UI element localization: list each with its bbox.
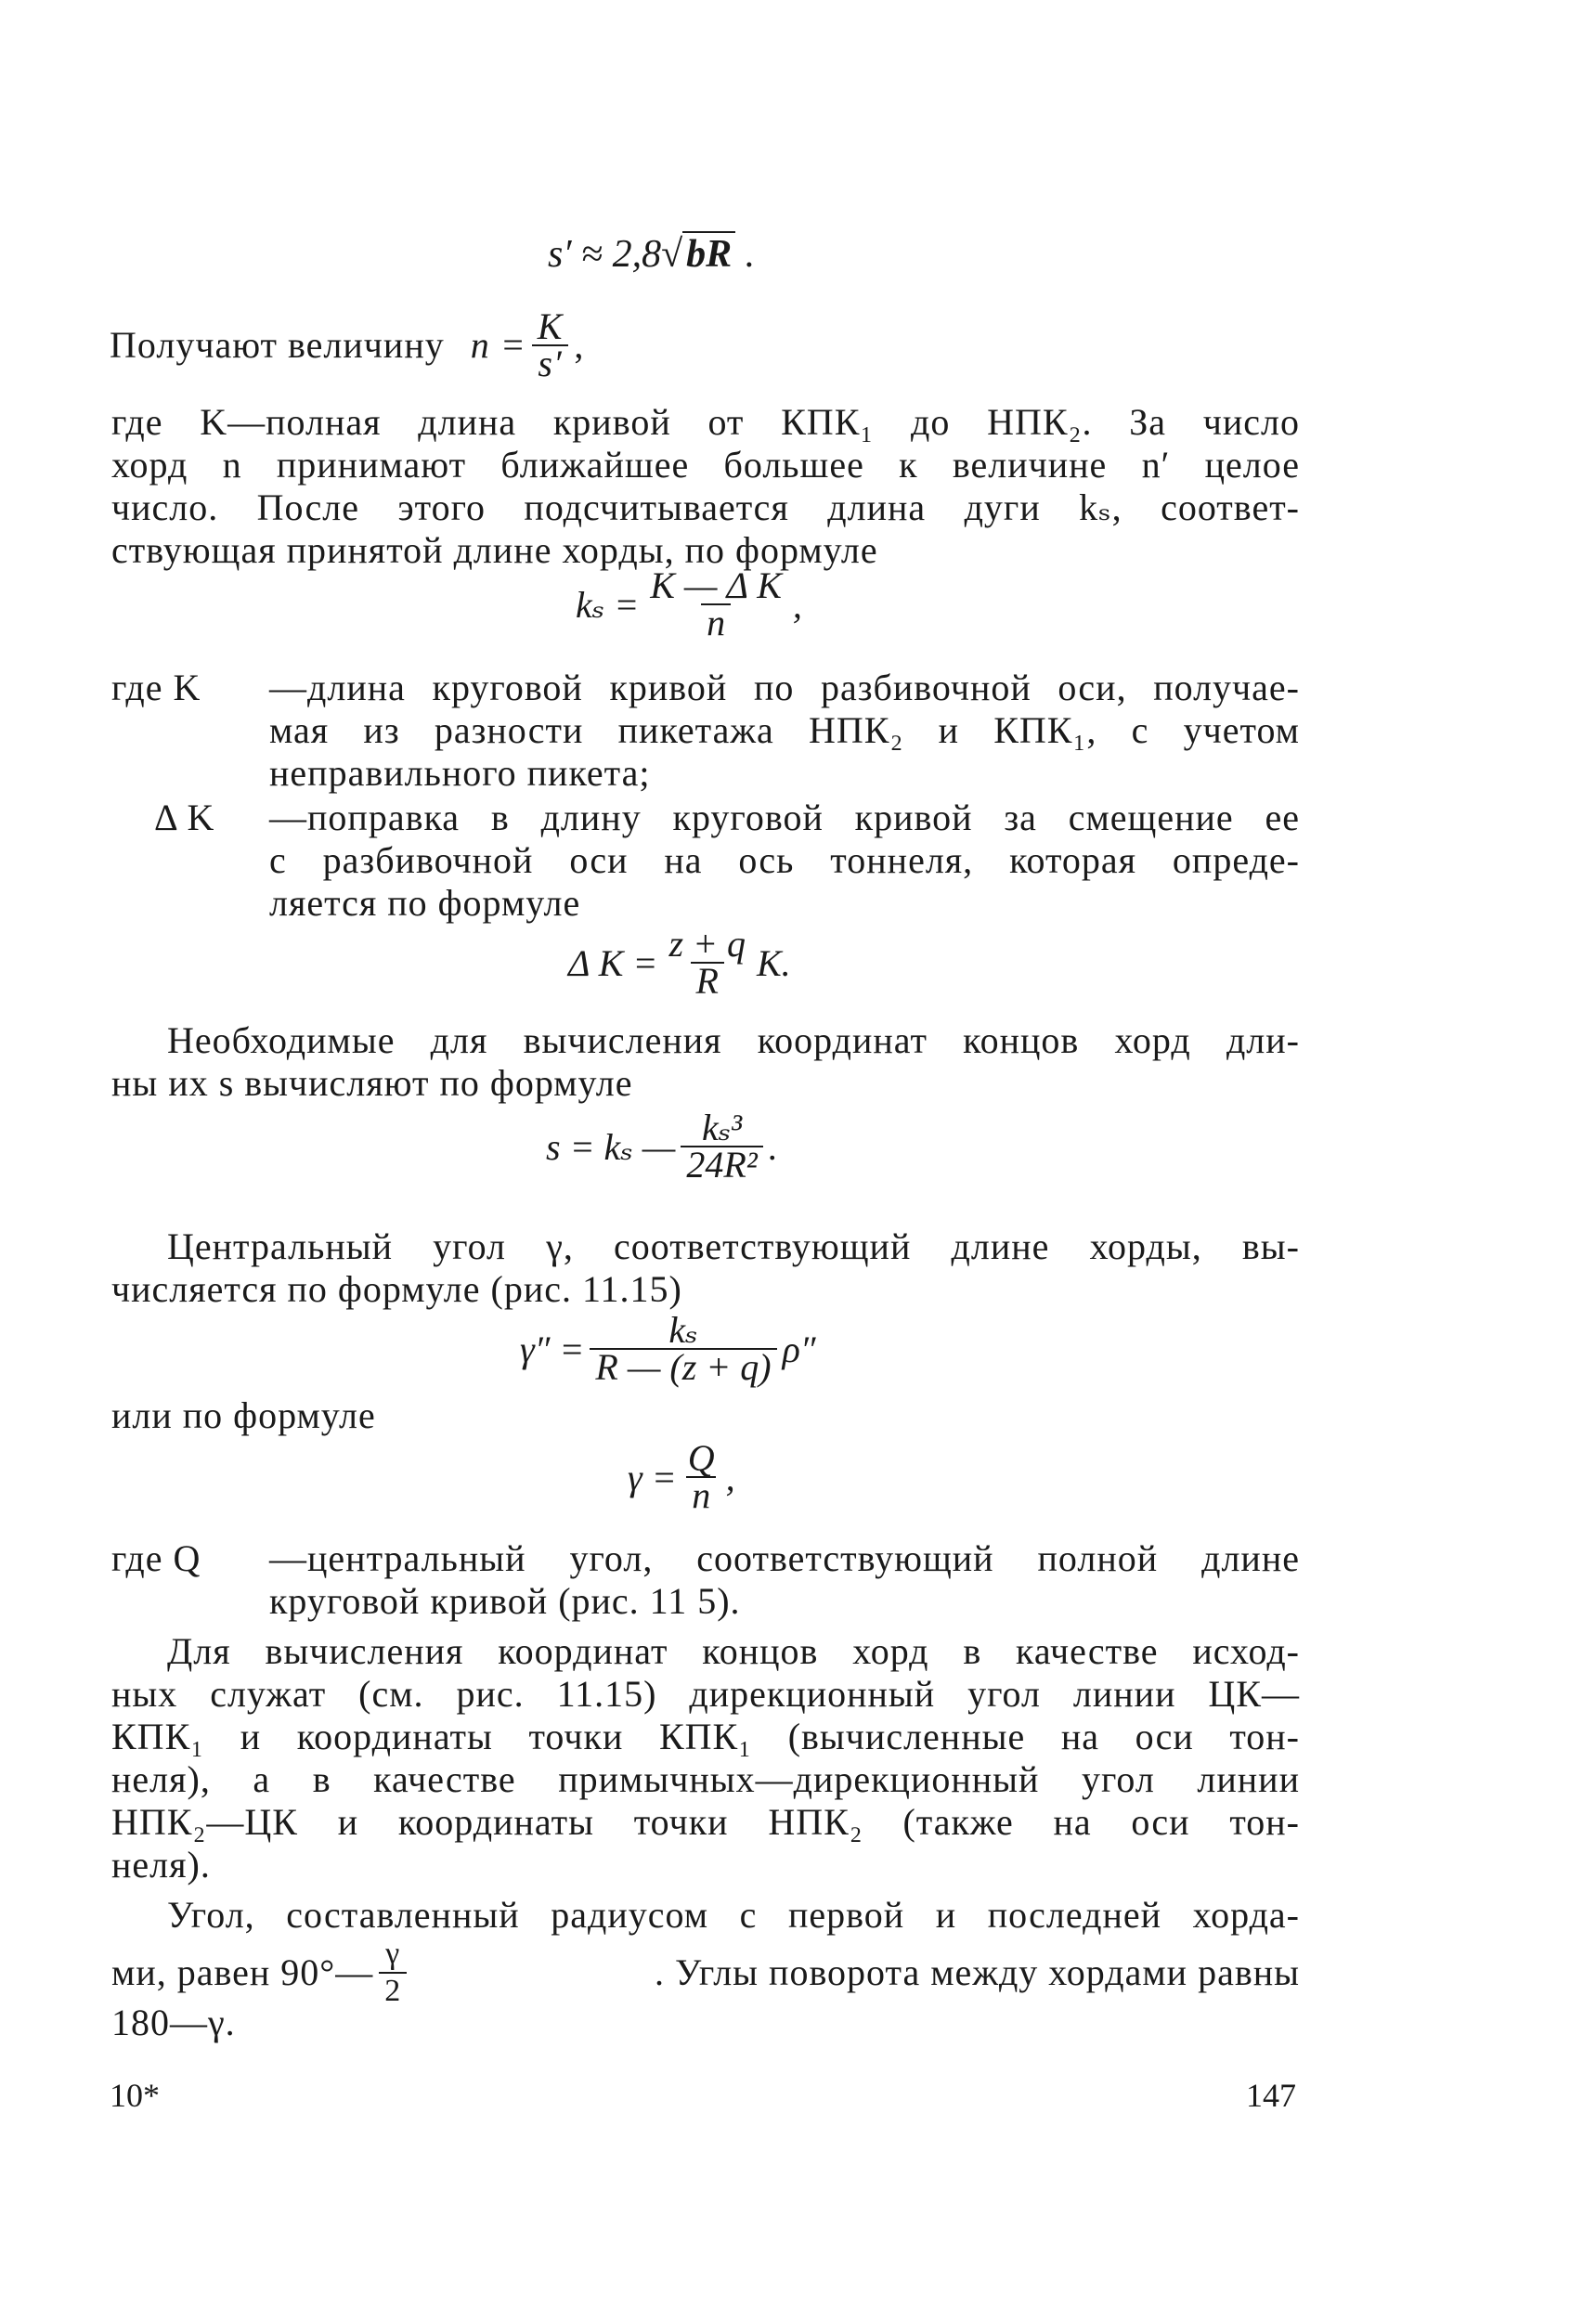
fraction bbox=[379, 1937, 407, 2009]
line: число. После этого подсчитывается длина дуги kₛ, соответ- bbox=[111, 486, 1300, 528]
angle-text-pre: ми, равен 90°— bbox=[111, 1951, 374, 1993]
line: мая из разности пикетажа НПК₂ и КПК₁, с учетом bbox=[269, 709, 1300, 751]
formula-rhs: K. bbox=[757, 941, 791, 984]
formula-gamma-2 bbox=[628, 1437, 735, 1516]
fraction-denominator: R bbox=[691, 962, 724, 999]
paragraph-text: Получают величину bbox=[110, 324, 445, 366]
formula-s-prime bbox=[548, 232, 755, 277]
line: где K—полная длина кривой от КПК₁ до НПК₂. За число bbox=[111, 401, 1300, 443]
formula-end: . bbox=[768, 1125, 778, 1168]
formula-lhs: γ = bbox=[628, 1456, 677, 1498]
line: неля), а в качестве примычных—дирекционный угол линии bbox=[111, 1758, 1300, 1800]
line: числяется по формуле (рис. 11.15) bbox=[111, 1268, 682, 1310]
angle-expression bbox=[111, 1937, 412, 2009]
paragraph-or: или по формуле bbox=[111, 1394, 376, 1436]
fraction-denominator: R — (z + q) bbox=[590, 1348, 776, 1385]
formula-ks bbox=[576, 564, 802, 643]
formula-rhs: ρ″ bbox=[782, 1328, 816, 1370]
line: Необходимые для вычисления координат концов хорд дли- bbox=[167, 1019, 1300, 1061]
formula-lhs: s′ ≈ 2,8 bbox=[548, 233, 662, 276]
line: хорд n принимают ближайшее большее к величине n′ целое bbox=[111, 444, 1300, 486]
line: Для вычисления координат концов хорд в качестве исход- bbox=[167, 1630, 1300, 1672]
formula-lhs: Δ K = bbox=[568, 941, 658, 984]
line: —длина круговой кривой по разбивочной оси, получае- bbox=[269, 667, 1300, 708]
definition-term-q: где Q bbox=[111, 1537, 201, 1579]
fraction-numerator: K — Δ K bbox=[650, 564, 782, 606]
formula-dk bbox=[568, 923, 791, 1002]
line: 180—γ. bbox=[111, 2002, 236, 2043]
paragraph-n-value bbox=[110, 305, 585, 384]
definition-term-k: где K bbox=[111, 667, 201, 708]
definition-term-dk: Δ K bbox=[154, 797, 215, 838]
fraction-denominator: n bbox=[701, 603, 731, 641]
fraction bbox=[532, 305, 569, 384]
fraction-numerator: kₛ³ bbox=[701, 1107, 743, 1148]
formula-s bbox=[546, 1107, 778, 1186]
line: неправильного пикета; bbox=[269, 752, 651, 794]
formula-lhs: kₛ = bbox=[576, 583, 640, 626]
angle-line-2 bbox=[111, 1937, 1300, 2009]
fraction-numerator: K bbox=[537, 305, 564, 347]
fraction-denominator: 2 bbox=[379, 1972, 407, 2009]
fraction-numerator: γ bbox=[385, 1937, 401, 1971]
fraction bbox=[590, 1309, 776, 1388]
line: с разбивочной оси на ось тоннеля, которая опреде- bbox=[269, 839, 1300, 881]
angle-text-post: . Углы поворота между хордами равны bbox=[655, 1951, 1300, 1993]
fraction bbox=[663, 923, 751, 1002]
formula-gamma-1 bbox=[520, 1309, 816, 1388]
line: неля). bbox=[111, 1844, 211, 1886]
line: ствующая принятой длине хорды, по формуле bbox=[111, 529, 878, 571]
line: КПК₁ и координаты точки КПК₁ (вычисленные на оси тон- bbox=[111, 1716, 1300, 1757]
fraction bbox=[644, 564, 787, 643]
fraction-numerator: Q bbox=[687, 1437, 715, 1479]
formula-end: , bbox=[574, 324, 585, 366]
line: НПК₂—ЦК и координаты точки НПК₂ (также на оси тон- bbox=[111, 1801, 1300, 1843]
signature-mark: 10* bbox=[110, 2077, 160, 2114]
formula-lhs: γ″ = bbox=[520, 1328, 585, 1370]
line: ляется по формуле bbox=[269, 882, 581, 924]
fraction bbox=[682, 1437, 720, 1516]
formula-end: , bbox=[725, 1456, 735, 1498]
line: круговой кривой (рис. 11 5). bbox=[269, 1580, 741, 1622]
fraction bbox=[681, 1107, 762, 1186]
line: Угол, составленный радиусом с первой и последней хорда- bbox=[167, 1894, 1300, 1936]
formula-lhs: n = bbox=[470, 324, 526, 366]
formula-lhs: s = kₛ — bbox=[546, 1125, 676, 1168]
fraction-denominator: s′ bbox=[532, 344, 567, 382]
radical-sign: √ bbox=[661, 233, 683, 276]
formula-end: . bbox=[745, 233, 756, 276]
line: ных служат (см. рис. 11.15) дирекционный угол линии ЦК— bbox=[111, 1673, 1300, 1715]
line: —центральный угол, соответствующий полной длине bbox=[269, 1537, 1300, 1579]
line: ны их s вычисляют по формуле bbox=[111, 1062, 633, 1104]
line: Центральный угол γ, соответствующий длине хорды, вы- bbox=[167, 1225, 1300, 1267]
fraction-numerator: z + q bbox=[668, 923, 746, 965]
page-number: 147 bbox=[1246, 2077, 1296, 2114]
formula-end: , bbox=[792, 583, 802, 626]
fraction-denominator: n bbox=[686, 1476, 716, 1513]
radicand: bR bbox=[682, 231, 735, 276]
fraction-numerator: kₛ bbox=[668, 1309, 698, 1351]
fraction-denominator: 24R² bbox=[681, 1146, 762, 1183]
line: —поправка в длину круговой кривой за смещение ее bbox=[269, 797, 1300, 838]
